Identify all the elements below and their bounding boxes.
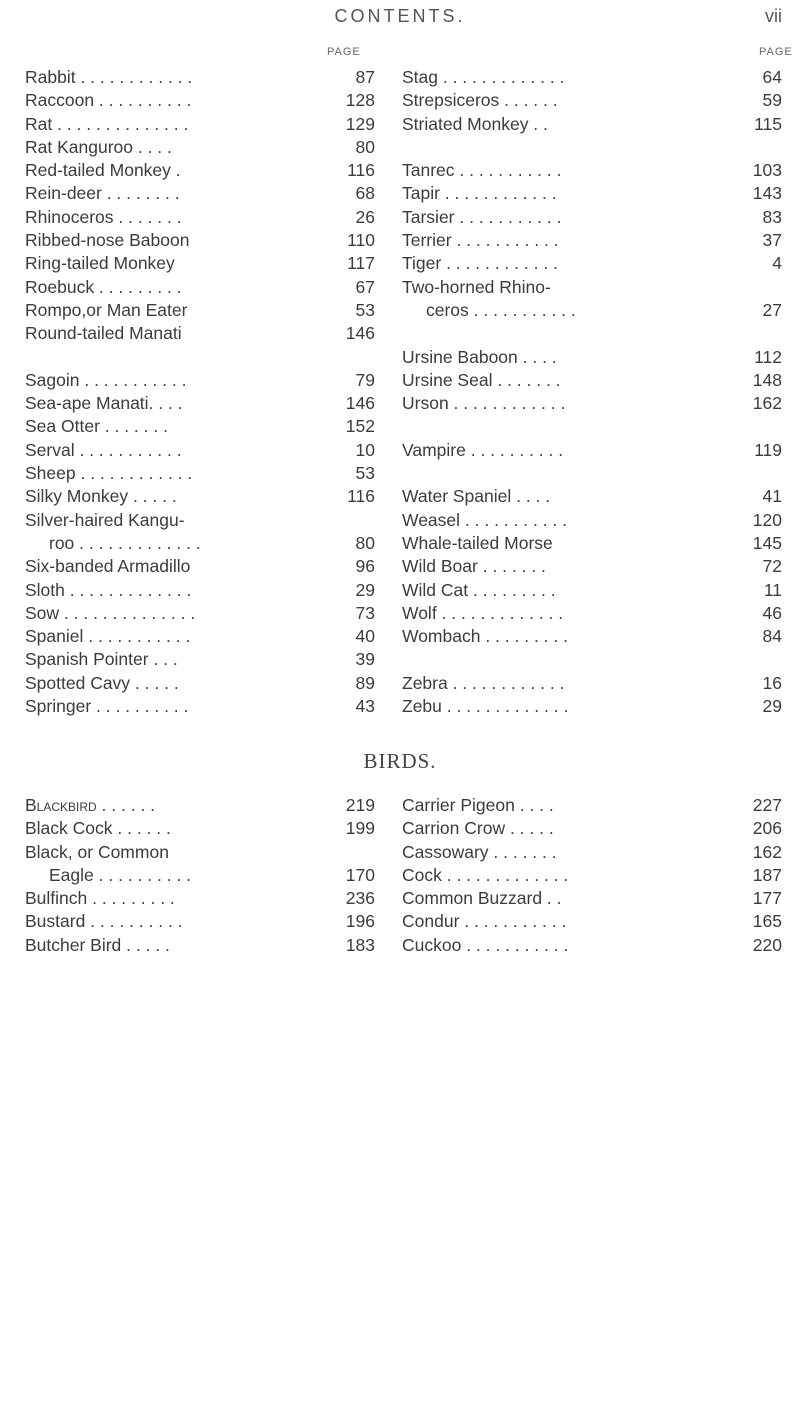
- entry-name: Spanish Pointer . . .: [25, 649, 178, 670]
- entry-page-number: 206: [752, 818, 782, 839]
- index-entry: [25, 66, 375, 89]
- entry-page-number: 46: [762, 602, 782, 623]
- entry-page-number: 64: [762, 67, 782, 87]
- entry-name: Zebu . . . . . . . . . . . . .: [402, 696, 569, 717]
- section-title-birds: BIRDS.: [363, 749, 437, 773]
- index-entry: [402, 113, 782, 136]
- entry-name: Cuckoo . . . . . . . . . . .: [402, 934, 569, 955]
- entry-page-number: 116: [347, 486, 375, 507]
- index-entry: [25, 136, 375, 159]
- index-entry: [25, 252, 375, 275]
- index-entry: [402, 695, 782, 718]
- entry-name: Sloth . . . . . . . . . . . . .: [25, 579, 192, 600]
- entry-page-number: 236: [345, 888, 375, 909]
- entry-page-number: 119: [754, 439, 782, 460]
- index-entry: [25, 322, 375, 345]
- entry-name: Blackbird . . . . . .: [25, 795, 156, 815]
- entry-name: Serval . . . . . . . . . . .: [25, 439, 182, 460]
- index-entry: [25, 817, 375, 840]
- index-entry: [402, 485, 782, 508]
- entry-list: [25, 66, 375, 718]
- entry-name: Weasel . . . . . . . . . . .: [402, 509, 568, 530]
- index-entry: [402, 462, 782, 485]
- index-entry: [25, 934, 375, 957]
- entry-name: Cock . . . . . . . . . . . . .: [402, 864, 569, 885]
- entry-name: Black Cock . . . . . .: [25, 818, 171, 839]
- entry-page-number: 29: [355, 579, 375, 600]
- entry-name: Wombach . . . . . . . . .: [402, 626, 568, 647]
- entry-page-number: 177: [752, 888, 782, 909]
- index-entry: [25, 864, 375, 887]
- entry-name: Black, or Common: [25, 841, 169, 862]
- entry-name: Spotted Cavy . . . . .: [25, 672, 179, 693]
- entry-page-number: 27: [762, 299, 782, 320]
- page-number: vii: [765, 6, 782, 26]
- entry-page-number: 187: [752, 864, 782, 885]
- entry-name: Raccoon . . . . . . . . . .: [25, 90, 192, 111]
- entry-name: Wild Boar . . . . . . .: [402, 556, 546, 577]
- entry-page-number: 110: [347, 230, 375, 251]
- index-entry: [402, 555, 782, 578]
- entry-page-number: 162: [752, 841, 782, 862]
- index-entry: [25, 555, 375, 578]
- entry-name: Silver-haired Kangu-: [25, 509, 185, 530]
- entry-page-number: 68: [355, 183, 375, 204]
- entry-page-number: 89: [355, 672, 375, 693]
- page-column-label: PAGE: [327, 46, 361, 58]
- entry-page-number: 170: [345, 864, 375, 885]
- entry-name: Ribbed-nose Baboon: [25, 230, 190, 251]
- entry-page-number: 80: [355, 532, 375, 553]
- index-entry: [402, 136, 782, 159]
- entry-name: Eagle . . . . . . . . . .: [49, 864, 191, 885]
- index-entry: [25, 602, 375, 625]
- entry-page-number: 59: [762, 90, 782, 111]
- entry-name: Sow . . . . . . . . . . . . . .: [25, 602, 196, 623]
- entry-name: Ursine Baboon . . . .: [402, 346, 557, 367]
- entry-page-number: 53: [355, 463, 375, 484]
- entry-name: Terrier . . . . . . . . . . .: [402, 230, 559, 251]
- index-entry: [25, 113, 375, 136]
- entry-name: roo . . . . . . . . . . . . .: [49, 532, 201, 553]
- entry-name: Bustard . . . . . . . . . .: [25, 911, 183, 932]
- index-entry: [25, 299, 375, 322]
- entry-page-number: 152: [345, 416, 375, 437]
- entry-name: Urson . . . . . . . . . . . .: [402, 393, 566, 414]
- entry-page-number: 116: [347, 160, 375, 181]
- entry-page-number: 143: [752, 183, 782, 204]
- index-entry: [25, 369, 375, 392]
- entry-page-number: 87: [355, 67, 375, 87]
- entry-name: Silky Monkey . . . . .: [25, 486, 177, 507]
- index-entry: [402, 579, 782, 602]
- entry-name: Butcher Bird . . . . .: [25, 934, 170, 955]
- entry-name: Tiger . . . . . . . . . . . .: [402, 253, 558, 274]
- index-entry: [25, 532, 375, 555]
- entry-name: Sea-ape Manati. . . .: [25, 393, 183, 414]
- entry-page-number: 26: [355, 206, 375, 227]
- page-column-label: PAGE: [759, 46, 793, 58]
- entry-name: Stag . . . . . . . . . . . . .: [402, 67, 565, 87]
- entry-page-number: 80: [355, 136, 375, 157]
- entry-page-number: 103: [752, 160, 782, 181]
- entry-page-number: 37: [762, 230, 782, 251]
- entry-page-number: 79: [355, 369, 375, 390]
- entry-page-number: 73: [355, 602, 375, 623]
- entry-page-number: 16: [762, 672, 782, 693]
- entry-name: Six-banded Armadillo: [25, 556, 191, 577]
- entry-page-number: 146: [345, 323, 375, 344]
- index-entry: [402, 887, 782, 910]
- entry-name: Ring-tailed Monkey: [25, 253, 175, 274]
- entry-page-number: 162: [752, 393, 782, 414]
- entry-page-number: 96: [355, 556, 375, 577]
- entry-page-number: 165: [752, 911, 782, 932]
- index-entry: [25, 439, 375, 462]
- entry-page-number: 53: [355, 299, 375, 320]
- entry-name: Wild Cat . . . . . . . . .: [402, 579, 556, 600]
- index-entry: [25, 648, 375, 671]
- index-entry: [25, 276, 375, 299]
- entry-name: Rhinoceros . . . . . . .: [25, 206, 182, 227]
- entry-page-number: 199: [345, 818, 375, 839]
- index-entry: [25, 485, 375, 508]
- index-entry: [25, 159, 375, 182]
- index-entry: [402, 910, 782, 933]
- index-entry: [402, 509, 782, 532]
- entry-page-number: 10: [355, 439, 375, 460]
- index-entry: [402, 672, 782, 695]
- entry-page-number: 115: [754, 113, 782, 134]
- entry-page-number: 112: [754, 346, 782, 367]
- index-entry: [402, 346, 782, 369]
- entry-name: Wolf . . . . . . . . . . . . .: [402, 602, 564, 623]
- entry-page-number: 220: [752, 934, 782, 955]
- entry-page-number: 72: [762, 556, 782, 577]
- entry-page-number: 39: [355, 649, 375, 670]
- index-entry: [402, 934, 782, 957]
- index-entry: [25, 206, 375, 229]
- entry-name: Strepsiceros . . . . . .: [402, 90, 558, 111]
- index-entry: [402, 841, 782, 864]
- entry-name: Tarsier . . . . . . . . . . .: [402, 206, 562, 227]
- index-entry: [25, 672, 375, 695]
- entry-name: Spaniel . . . . . . . . . . .: [25, 626, 191, 647]
- running-title: CONTENTS.: [334, 6, 466, 26]
- entry-list: [402, 794, 782, 957]
- index-entry: [402, 794, 782, 817]
- index-entry: [25, 462, 375, 485]
- index-entry: [25, 509, 375, 532]
- entry-name: Springer . . . . . . . . . .: [25, 696, 189, 717]
- entry-name: Tapir . . . . . . . . . . . .: [402, 183, 557, 204]
- entry-name: Round-tailed Manati: [25, 323, 182, 344]
- entry-name: Carrion Crow . . . . .: [402, 818, 554, 839]
- index-entry: [402, 415, 782, 438]
- entry-name: Rat Kanguroo . . . .: [25, 136, 172, 157]
- entry-name: Whale-tailed Morse: [402, 532, 553, 553]
- entry-page-number: 227: [752, 795, 782, 815]
- entry-page-number: 120: [752, 509, 782, 530]
- entry-page-number: 183: [345, 934, 375, 955]
- index-entry: [402, 182, 782, 205]
- entry-name: Rabbit . . . . . . . . . . . .: [25, 67, 193, 87]
- index-entry: [25, 415, 375, 438]
- entry-name: Red-tailed Monkey .: [25, 160, 181, 181]
- index-entry: [25, 695, 375, 718]
- entry-name: Vampire . . . . . . . . . .: [402, 439, 564, 460]
- entry-name: Ursine Seal . . . . . . .: [402, 369, 561, 390]
- entry-name: Bulfinch . . . . . . . . .: [25, 888, 175, 909]
- index-entry: [25, 89, 375, 112]
- entry-page-number: 146: [345, 393, 375, 414]
- index-entry: [25, 579, 375, 602]
- index-entry: [25, 841, 375, 864]
- entry-name: Water Spaniel . . . .: [402, 486, 551, 507]
- entry-name: Rein-deer . . . . . . . .: [25, 183, 180, 204]
- index-entry: [25, 229, 375, 252]
- entry-page-number: 29: [762, 696, 782, 717]
- entry-page-number: 67: [355, 276, 375, 297]
- entry-name: Common Buzzard . .: [402, 888, 562, 909]
- index-entry: [25, 392, 375, 415]
- index-entry: [402, 229, 782, 252]
- index-entry: [402, 648, 782, 671]
- entry-name: Striated Monkey . .: [402, 113, 548, 134]
- index-entry: [402, 864, 782, 887]
- entry-list: [402, 66, 782, 718]
- index-entry: [25, 887, 375, 910]
- index-entry: [402, 299, 782, 322]
- index-entry: [25, 794, 375, 817]
- entry-page-number: 219: [345, 795, 375, 815]
- index-entry: [402, 89, 782, 112]
- entry-name: Rompo,or Man Eater: [25, 299, 188, 320]
- index-entry: [402, 206, 782, 229]
- entry-page-number: 4: [772, 253, 782, 274]
- entry-name: Zebra . . . . . . . . . . . .: [402, 672, 565, 693]
- index-entry: [402, 322, 782, 345]
- entry-name: ceros . . . . . . . . . . .: [426, 299, 576, 320]
- entry-name: Cassowary . . . . . . .: [402, 841, 557, 862]
- index-entry: [25, 182, 375, 205]
- index-entry: [25, 346, 375, 369]
- entry-list: [25, 794, 375, 957]
- index-entry: [402, 602, 782, 625]
- index-entry: [402, 369, 782, 392]
- entry-page-number: 148: [752, 369, 782, 390]
- entry-page-number: 83: [762, 206, 782, 227]
- index-entry: [402, 252, 782, 275]
- index-entry: [402, 66, 782, 89]
- entry-page-number: 196: [345, 911, 375, 932]
- entry-page-number: 40: [355, 626, 375, 647]
- index-entry: [402, 392, 782, 415]
- index-entry: [402, 817, 782, 840]
- index-entry: [402, 276, 782, 299]
- index-entry: [25, 910, 375, 933]
- entry-name: Sagoin . . . . . . . . . . .: [25, 369, 187, 390]
- entry-name: Rat . . . . . . . . . . . . . .: [25, 113, 189, 134]
- entry-name: Sheep . . . . . . . . . . . .: [25, 463, 193, 484]
- entry-name: Two-horned Rhino-: [402, 276, 551, 297]
- entry-page-number: 43: [355, 696, 375, 717]
- entry-page-number: 129: [345, 113, 375, 134]
- entry-name: Roebuck . . . . . . . . .: [25, 276, 182, 297]
- entry-page-number: 11: [763, 579, 782, 600]
- index-entry: [402, 159, 782, 182]
- entry-page-number: 128: [345, 90, 375, 111]
- entry-name: Carrier Pigeon . . . .: [402, 795, 554, 815]
- entry-page-number: 41: [762, 486, 782, 507]
- entry-page-number: 117: [347, 253, 375, 274]
- entry-page-number: 84: [762, 626, 782, 647]
- index-entry: [402, 439, 782, 462]
- entry-name: Condur . . . . . . . . . . .: [402, 911, 567, 932]
- entry-name: Sea Otter . . . . . . .: [25, 416, 168, 437]
- index-entry: [402, 532, 782, 555]
- index-entry: [25, 625, 375, 648]
- entry-page-number: 145: [752, 532, 782, 553]
- index-entry: [402, 625, 782, 648]
- entry-name: Tanrec . . . . . . . . . . .: [402, 160, 562, 181]
